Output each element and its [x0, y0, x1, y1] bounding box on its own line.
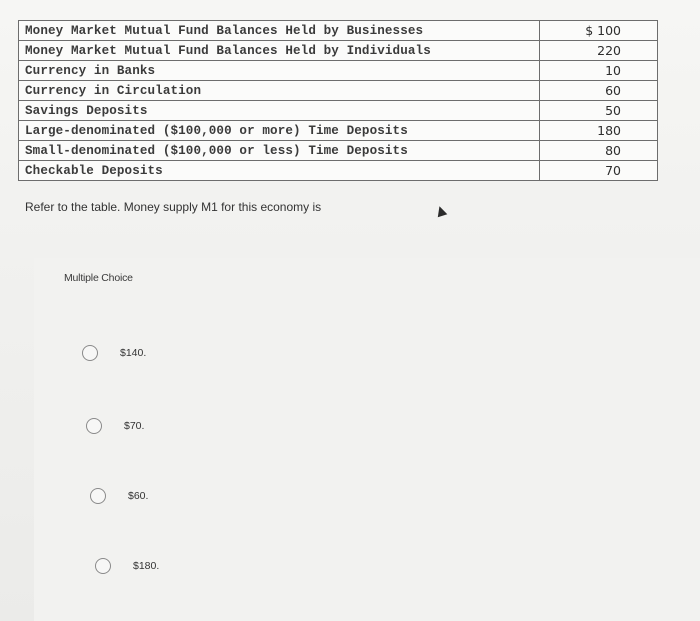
row-label: Money Market Mutual Fund Balances Held by Businesses: [19, 21, 540, 41]
table-row: [19, 61, 658, 81]
table-row: [19, 21, 658, 41]
row-label: Money Market Mutual Fund Balances Held by Individuals: [19, 41, 540, 61]
table-row: [19, 81, 658, 101]
row-value: 70: [540, 161, 658, 181]
table-row: [19, 161, 658, 181]
row-label: Large-denominated ($100,000 or more) Time Deposits: [19, 121, 540, 141]
question-text: Refer to the table. Money supply M1 for this economy is: [25, 200, 322, 214]
radio-button-icon[interactable]: [82, 345, 98, 361]
row-value: 60: [540, 81, 658, 101]
radio-button-icon[interactable]: [95, 558, 111, 574]
answer-option-label: $180.: [133, 560, 160, 572]
row-value: 180: [540, 121, 658, 141]
row-label: Checkable Deposits: [19, 161, 540, 181]
row-label: Small-denominated ($100,000 or less) Time Deposits: [19, 141, 540, 161]
mouse-cursor-icon: [435, 205, 448, 218]
row-value: 50: [540, 101, 658, 121]
answer-option-label: $70.: [124, 420, 145, 432]
row-label: Savings Deposits: [19, 101, 540, 121]
multiple-choice-title: Multiple Choice: [64, 272, 133, 284]
answer-option-label: $60.: [128, 490, 149, 502]
table-row: [19, 141, 658, 161]
row-value: 80: [540, 141, 658, 161]
table-row: [19, 101, 658, 121]
row-label: Currency in Circulation: [19, 81, 540, 101]
answer-option-3[interactable]: [90, 488, 148, 504]
answer-option-1[interactable]: [82, 345, 146, 361]
answer-option-2[interactable]: [86, 418, 144, 434]
table-row: [19, 41, 658, 61]
radio-button-icon[interactable]: [86, 418, 102, 434]
row-value: 10: [540, 61, 658, 81]
row-value: 220: [540, 41, 658, 61]
money-supply-table-container: [18, 20, 658, 181]
row-label: Currency in Banks: [19, 61, 540, 81]
table-row: [19, 121, 658, 141]
answer-option-4[interactable]: [95, 558, 159, 574]
answer-option-label: $140.: [120, 347, 147, 359]
money-supply-table: [18, 20, 658, 181]
row-value: $ 100: [540, 21, 658, 41]
radio-button-icon[interactable]: [90, 488, 106, 504]
